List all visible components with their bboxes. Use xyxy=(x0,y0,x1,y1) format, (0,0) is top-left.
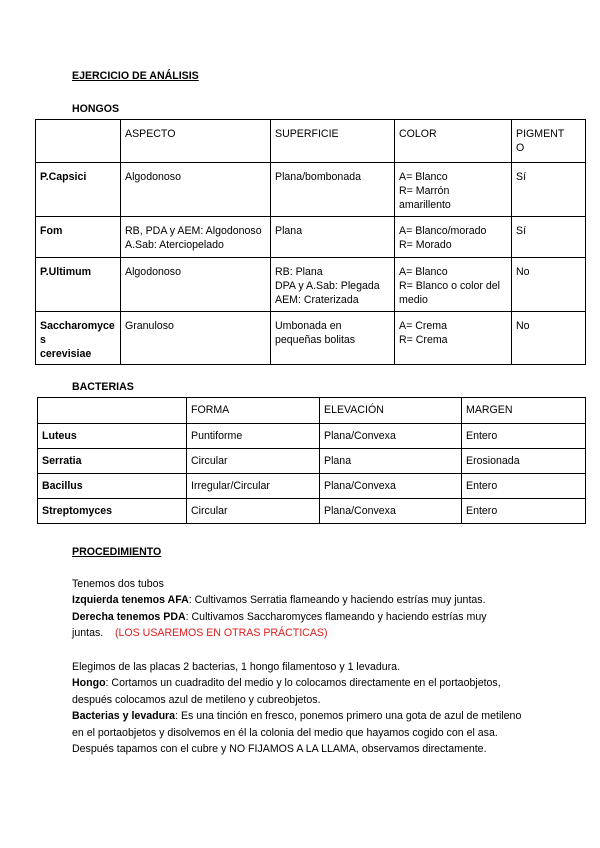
hongos-table xyxy=(35,119,586,365)
izquierda-label: Izquierda tenemos AFA xyxy=(72,594,189,607)
procedimiento-bacterias xyxy=(72,708,532,757)
bacteria-elevacion: Plana/Convexa xyxy=(320,499,462,524)
bacteria-margen: Erosionada xyxy=(462,449,586,474)
procedimiento-elegimos: Elegimos de las placas 2 bacterias, 1 hongo filamentoso y 1 levadura. xyxy=(72,661,401,673)
hongo-superficie: Plana xyxy=(271,217,395,258)
table-row xyxy=(36,258,586,312)
derecha-text: : Cultivamos Saccharomyces flameando y haciendo estrías muy juntas. xyxy=(72,610,487,640)
bacterias-header-margen: MARGEN xyxy=(462,398,586,424)
procedimiento-intro: Tenemos dos tubos xyxy=(72,578,164,590)
bacterias-header-forma: FORMA xyxy=(187,398,320,424)
hongo-superficie: RB: Plana DPA y A.Sab: Plegada AEM: Craterizada xyxy=(271,258,395,312)
hongo-color: A= Blanco R= Blanco o color del medio xyxy=(395,258,512,312)
bacteria-margen: Entero xyxy=(462,474,586,499)
hongo-pigmento: Sí xyxy=(512,217,586,258)
table-row xyxy=(38,424,586,449)
derecha-label: Derecha tenemos PDA xyxy=(72,610,186,623)
hongos-header-pigmento: PIGMENT O xyxy=(512,120,586,163)
procedimiento-heading: PROCEDIMIENTO xyxy=(72,546,162,558)
bacteria-elevacion: Plana/Convexa xyxy=(320,424,462,449)
bacteria-forma: Circular xyxy=(187,499,320,524)
hongo-color: A= Blanco R= Marrón amarillento xyxy=(395,163,512,217)
bacteria-forma: Circular xyxy=(187,449,320,474)
table-row xyxy=(38,499,586,524)
bacteria-margen: Entero xyxy=(462,424,586,449)
bacteria-elevacion: Plana/Convexa xyxy=(320,474,462,499)
bacteria-forma: Irregular/Circular xyxy=(187,474,320,499)
hongo-aspecto: RB, PDA y AEM: Algodonoso A.Sab: Aterciopelado xyxy=(121,217,271,258)
hongo-pigmento: No xyxy=(512,258,586,312)
bacterias-text: : Es una tinción en fresco, ponemos primero una gota de azul de metileno en el portaobjetos y disolvemos en él la colonia del medio que hayamos cogido con el asa. Después tapamos con el cubre y NO FIJAMOS A LA LLAMA, observamos directamente. xyxy=(72,710,522,756)
hongo-superficie: Plana/bombonada xyxy=(271,163,395,217)
bacteria-name: Bacillus xyxy=(38,474,187,499)
document-title: EJERCICIO DE ANÁLISIS xyxy=(72,70,199,82)
procedimiento-tubos xyxy=(72,576,532,642)
hongo-aspecto: Algodonoso xyxy=(121,258,271,312)
bacteria-margen: Entero xyxy=(462,499,586,524)
hongo-superficie: Umbonada en pequeñas bolitas xyxy=(271,312,395,365)
bacterias-header-elevacion: ELEVACIÓN xyxy=(320,398,462,424)
bacterias-heading: BACTERIAS xyxy=(72,381,134,393)
bacteria-name: Luteus xyxy=(38,424,187,449)
table-row xyxy=(36,312,586,365)
izquierda-text: : Cultivamos Serratia flameando y haciendo estrías muy juntas. xyxy=(188,594,486,607)
bacterias-header-row xyxy=(38,398,586,424)
hongo-color: A= Blanco/morado R= Morado xyxy=(395,217,512,258)
table-row xyxy=(36,217,586,258)
hongo-text: : Cortamos un cuadradito del medio y lo colocamos directamente en el portaobjetos, después colocamos azul de metileno y cubreobjetos. xyxy=(72,677,501,706)
bacteria-forma: Puntiforme xyxy=(187,424,320,449)
table-row xyxy=(38,449,586,474)
table-row xyxy=(36,163,586,217)
derecha-note: (LOS USAREMOS EN OTRAS PRÁCTICAS) xyxy=(115,627,328,640)
procedimiento-derecha xyxy=(72,609,532,642)
hongos-header-row xyxy=(36,120,586,163)
bacteria-elevacion: Plana xyxy=(320,449,462,474)
hongo-pigmento: No xyxy=(512,312,586,365)
procedimiento-izquierda xyxy=(72,592,532,608)
bacterias-table xyxy=(37,397,586,524)
bacterias-label: Bacterias y levadura xyxy=(72,710,176,723)
hongo-pigmento: Sí xyxy=(512,163,586,217)
hongo-name: Saccharomyce s cerevisiae xyxy=(36,312,121,365)
procedimiento-hongo xyxy=(72,675,532,708)
bacterias-header-empty xyxy=(38,398,187,424)
hongos-header-empty xyxy=(36,120,121,163)
hongos-header-color: COLOR xyxy=(395,120,512,163)
hongo-name: P.Capsici xyxy=(36,163,121,217)
hongo-aspecto: Granuloso xyxy=(121,312,271,365)
hongo-name: Fom xyxy=(36,217,121,258)
table-row xyxy=(38,474,586,499)
hongo-aspecto: Algodonoso xyxy=(121,163,271,217)
hongos-header-superficie: SUPERFICIE xyxy=(271,120,395,163)
bacteria-name: Serratia xyxy=(38,449,187,474)
bacteria-name: Streptomyces xyxy=(38,499,187,524)
hongo-label: Hongo xyxy=(72,677,106,690)
procedimiento-pasos xyxy=(72,659,532,757)
hongos-header-aspecto: ASPECTO xyxy=(121,120,271,163)
hongos-heading: HONGOS xyxy=(72,103,120,115)
hongo-name: P.Ultimum xyxy=(36,258,121,312)
hongo-color: A= Crema R= Crema xyxy=(395,312,512,365)
